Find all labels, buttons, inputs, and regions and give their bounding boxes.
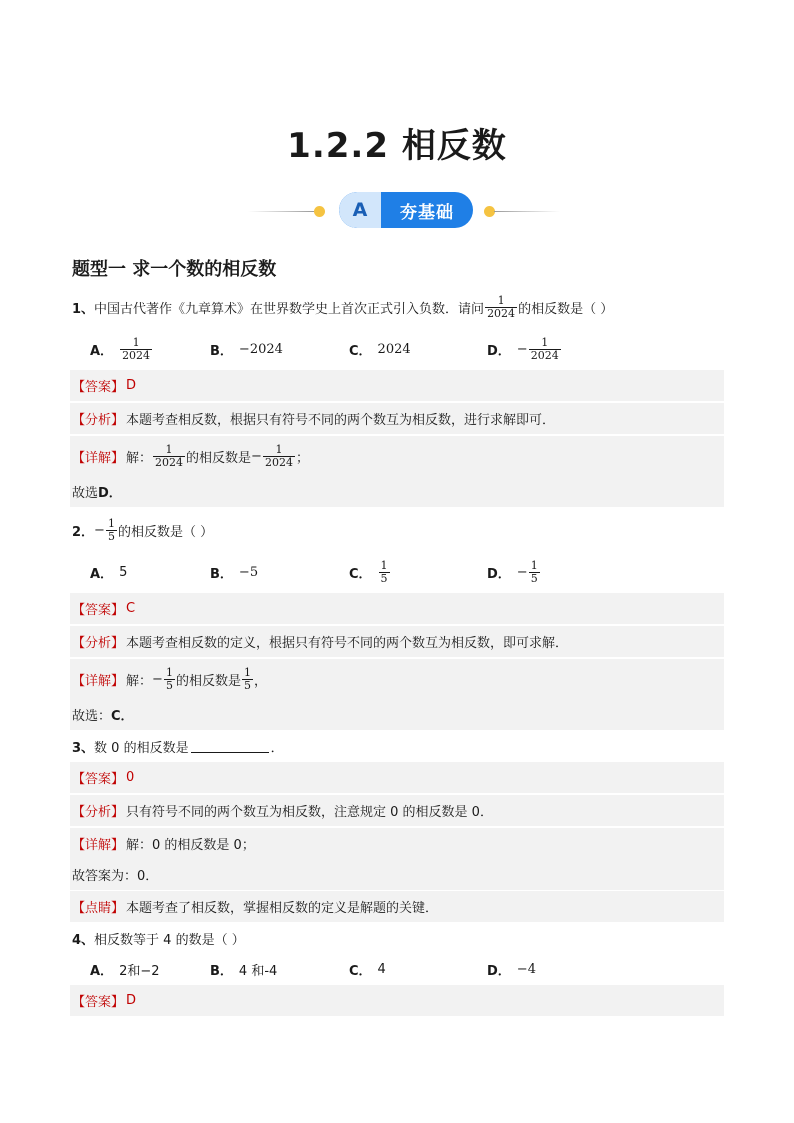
option-d[interactable]	[487, 956, 536, 982]
numerator: 1	[380, 558, 388, 572]
option-a[interactable]	[90, 956, 160, 982]
numerator: 1	[275, 442, 283, 456]
option-text: 4	[377, 961, 386, 977]
detail-text: 解：	[126, 450, 153, 466]
fraction	[106, 518, 117, 543]
banner-letter: A	[339, 192, 381, 228]
section-banner	[0, 192, 794, 228]
analysis-tag: 【分析】	[72, 805, 125, 820]
analysis-tag: 【分析】	[72, 413, 125, 428]
analysis-tag: 【分析】	[72, 636, 125, 651]
numerator: 1	[243, 665, 251, 679]
section-heading: 题型一 求一个数的相反数	[72, 259, 277, 280]
option-d[interactable]	[487, 336, 562, 362]
tip-tag: 【点睛】	[72, 901, 125, 916]
question-text: 数 0 的相反数是	[94, 740, 189, 756]
answer-row-q2	[70, 593, 724, 624]
detail-text: 解：0 的相反数是 0；	[126, 838, 255, 853]
question-text-end: ．	[270, 740, 284, 756]
option-label: A．	[90, 963, 114, 979]
option-label: A．	[90, 343, 114, 359]
page-title: 1.2.2 相反数	[287, 126, 507, 166]
numerator: 1	[497, 293, 505, 307]
detail-row-q3	[70, 828, 724, 859]
question-4	[72, 924, 245, 952]
minus-sign: −	[152, 671, 163, 687]
minus-sign: −	[251, 448, 262, 464]
conclusion-row-q3	[70, 859, 724, 890]
option-b[interactable]	[210, 956, 277, 982]
question-text-end: 的相反数是（ ）	[117, 524, 214, 540]
analysis-text: 本题考查相反数的定义，根据只有符号不同的两个数互为相反数，即可求解．	[126, 636, 569, 651]
option-a[interactable]	[90, 559, 127, 585]
denominator: 2024	[530, 348, 559, 362]
fraction	[120, 337, 152, 362]
option-c[interactable]	[349, 956, 386, 982]
answer-value: D	[126, 993, 137, 1008]
fraction	[485, 295, 517, 320]
answer-row-q4	[70, 985, 724, 1016]
answer-blank[interactable]	[191, 740, 269, 753]
fraction	[263, 444, 295, 469]
analysis-row-q1	[70, 403, 724, 434]
option-d[interactable]	[487, 559, 541, 585]
banner-text: 夯基础	[400, 202, 454, 223]
fraction	[153, 444, 185, 469]
fraction	[242, 667, 253, 692]
denominator: 5	[107, 529, 115, 543]
question-number: 4、	[72, 932, 95, 948]
answer-tag: 【答案】	[72, 603, 125, 618]
option-text: 2和−2	[119, 963, 160, 979]
option-b[interactable]	[210, 559, 258, 585]
options-q1	[90, 336, 650, 362]
question-number: 3、	[72, 740, 95, 756]
detail-tag: 【详解】	[72, 673, 125, 689]
answer-value: D	[126, 378, 137, 393]
numerator: 1	[107, 516, 115, 530]
question-number: 1、	[72, 301, 95, 317]
fraction	[379, 560, 390, 585]
detail-text: 的相反数是	[186, 450, 252, 466]
fraction	[529, 560, 540, 585]
option-text: −2024	[238, 341, 283, 357]
numerator: 1	[165, 665, 173, 679]
conclusion-text: 故选：	[72, 709, 112, 724]
option-label: B．	[210, 566, 233, 582]
answer-tag: 【答案】	[72, 995, 125, 1010]
question-text: 中国古代著作《九章算术》在世界数学史上首次正式引入负数．请问	[94, 301, 485, 317]
denominator: 5	[243, 678, 251, 692]
question-number: 2．	[72, 524, 95, 540]
detail-text: 解：	[126, 673, 153, 689]
denominator: 2024	[264, 455, 293, 469]
option-c[interactable]	[349, 559, 391, 585]
detail-row-q1	[70, 436, 724, 476]
option-text: −4	[516, 961, 536, 977]
options-q4	[90, 956, 650, 982]
analysis-text: 只有符号不同的两个数互为相反数，注意规定 0 的相反数是 0．	[126, 805, 493, 820]
detail-text: ，	[253, 673, 267, 689]
detail-row-q2	[70, 659, 724, 699]
denominator: 2024	[155, 455, 184, 469]
detail-tag: 【详解】	[72, 838, 125, 853]
numerator: 1	[165, 442, 173, 456]
answer-tag: 【答案】	[72, 772, 125, 787]
answer-value: 0	[126, 770, 135, 785]
question-1	[72, 293, 613, 321]
option-text: 5	[119, 564, 128, 580]
option-c[interactable]	[349, 336, 411, 362]
option-label: B．	[210, 963, 233, 979]
question-text: 相反数等于 4 的数是（ ）	[94, 932, 245, 948]
question-text-end: 的相反数是（ ）	[518, 301, 614, 317]
conclusion-text: 故选	[72, 486, 99, 501]
tip-text: 本题考查了相反数，掌握相反数的定义是解题的关键．	[126, 901, 439, 916]
option-text: −5	[238, 564, 259, 580]
option-label: A．	[90, 566, 114, 582]
denominator: 2024	[122, 348, 151, 362]
numerator: 1	[530, 558, 538, 572]
banner-line-left	[248, 211, 314, 212]
options-q2	[90, 559, 650, 585]
detail-text: ；	[295, 450, 309, 466]
fraction	[164, 667, 175, 692]
denominator: 5	[165, 678, 173, 692]
minus-sign: −	[94, 522, 105, 538]
question-3	[72, 732, 284, 760]
option-label: D．	[487, 963, 511, 979]
denominator: 2024	[487, 306, 516, 320]
answer-row-q3	[70, 762, 724, 793]
option-b[interactable]	[210, 336, 283, 362]
numerator: 1	[132, 335, 140, 349]
option-label: D．	[487, 566, 511, 582]
minus-sign: −	[516, 341, 528, 357]
numerator: 1	[541, 335, 549, 349]
banner-dot-left	[314, 206, 325, 217]
conclusion-value: C．	[111, 709, 134, 724]
analysis-row-q3	[70, 795, 724, 826]
analysis-text: 本题考查相反数，根据只有符号不同的两个数互为相反数，进行求解即可．	[126, 413, 556, 428]
denominator: 5	[380, 571, 388, 585]
option-label: B．	[210, 343, 233, 359]
minus-sign: −	[516, 564, 528, 580]
answer-tag: 【答案】	[72, 380, 125, 395]
conclusion-row-q1	[70, 476, 724, 507]
detail-tag: 【详解】	[72, 450, 125, 466]
option-label: C．	[349, 963, 372, 979]
option-text: 2024	[377, 341, 411, 357]
analysis-row-q2	[70, 626, 724, 657]
option-label: C．	[349, 343, 372, 359]
conclusion-text: 故答案为：0．	[72, 869, 159, 884]
answer-value: C	[126, 601, 136, 616]
option-text: 4 和-4	[238, 963, 278, 979]
banner-pill	[339, 192, 473, 228]
tip-row-q3	[70, 891, 724, 922]
conclusion-value: D．	[98, 486, 122, 501]
question-2	[72, 514, 213, 546]
conclusion-row-q2	[70, 699, 724, 730]
option-label: D．	[487, 343, 511, 359]
fraction	[529, 337, 561, 362]
denominator: 5	[530, 571, 538, 585]
option-a[interactable]	[90, 336, 153, 362]
banner-line-right	[494, 211, 560, 212]
option-label: C．	[349, 566, 372, 582]
answer-row-q1	[70, 370, 724, 401]
detail-text: 的相反数是	[175, 673, 241, 689]
